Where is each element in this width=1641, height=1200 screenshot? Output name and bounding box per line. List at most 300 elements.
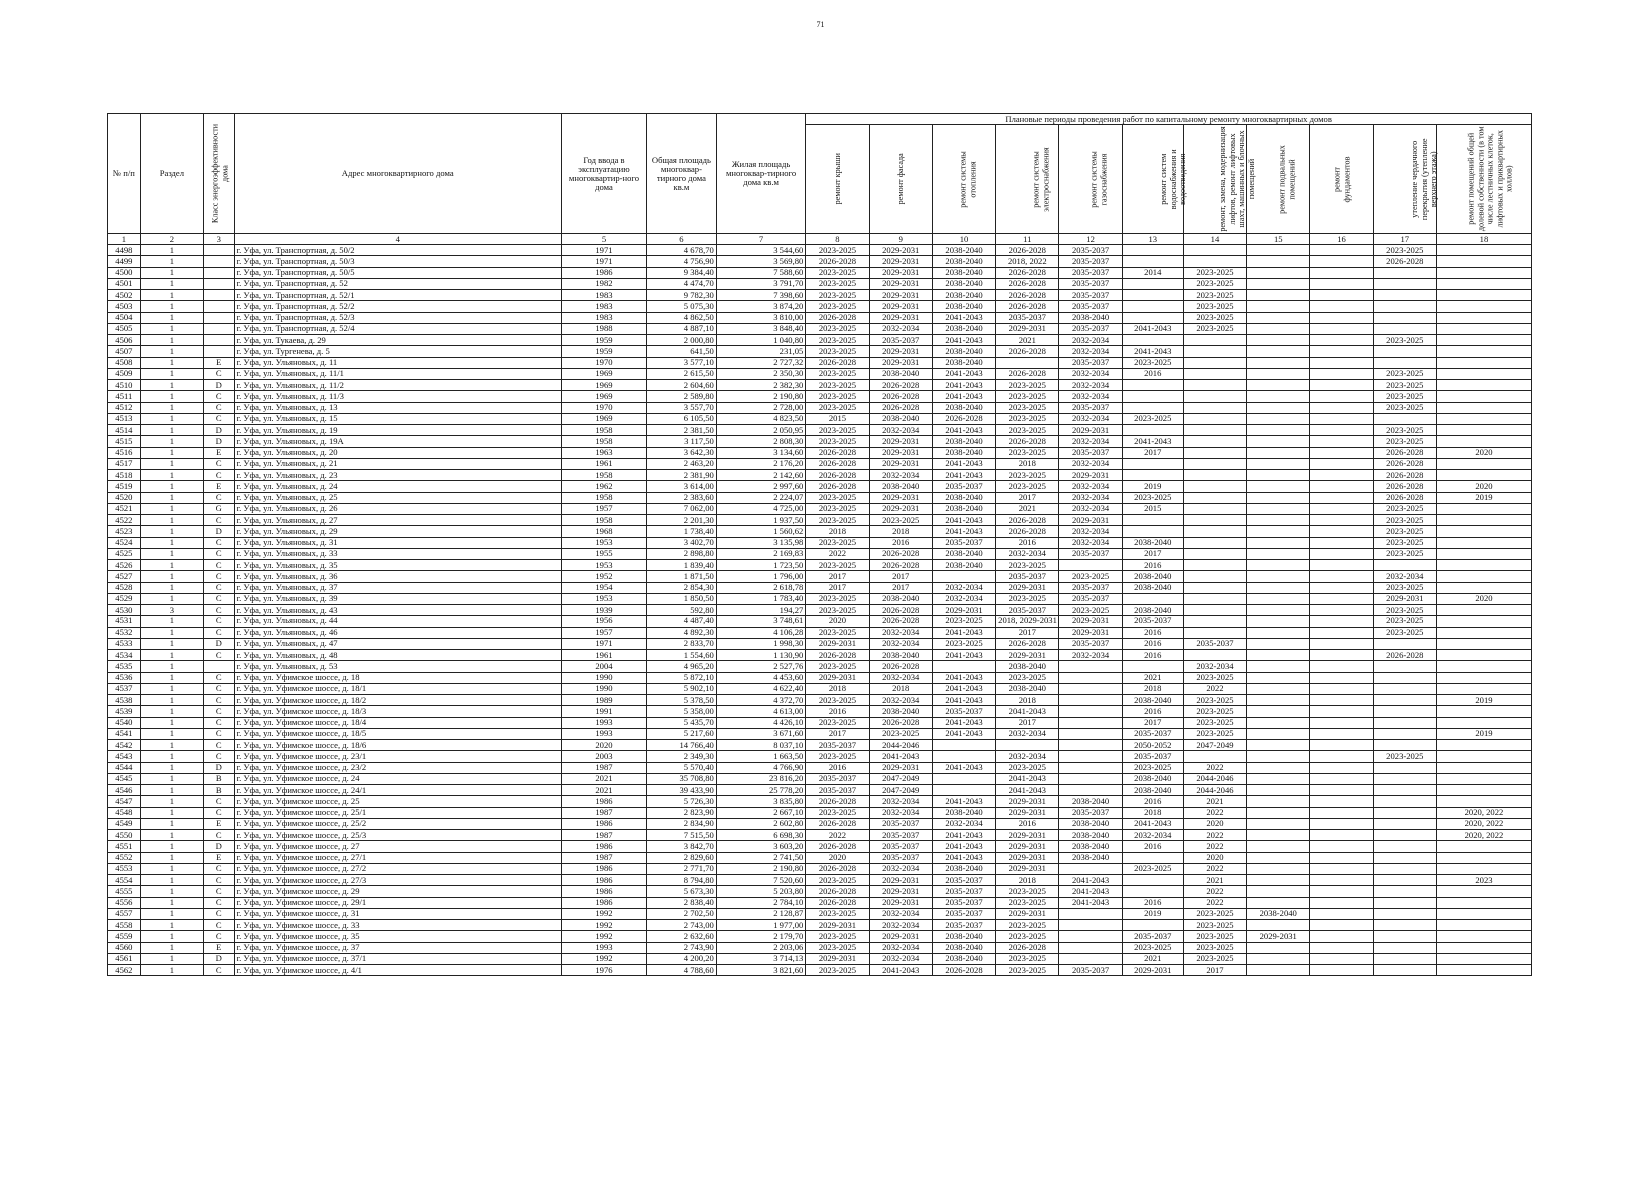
table-cell: 1987 (561, 830, 646, 841)
table-cell: 7 588,60 (716, 267, 805, 278)
table-cell: 2022 (1183, 897, 1246, 908)
table-cell (1247, 470, 1310, 481)
table-cell: 2023-2025 (996, 413, 1059, 424)
table-cell (1122, 526, 1183, 537)
table-cell (1373, 965, 1436, 976)
table-cell: 2038-2040 (1059, 818, 1122, 829)
table-cell: 2023-2025 (996, 920, 1059, 931)
header-work-periods: Плановые периоды проведения работ по капитальному ремонту многоквартирных домов (806, 114, 1532, 125)
table-cell: 35 708,80 (647, 773, 717, 784)
table-cell: 2 898,80 (647, 548, 717, 559)
table-cell (1247, 582, 1310, 593)
table-cell: 4556 (108, 897, 141, 908)
table-cell: 2041-2043 (932, 650, 995, 661)
table-cell: 2032-2034 (1059, 436, 1122, 447)
table-cell: 2026-2028 (1373, 458, 1436, 469)
table-cell: 2038-2040 (996, 661, 1059, 672)
table-cell: 4535 (108, 661, 141, 672)
table-cell: 2044-2046 (869, 740, 932, 751)
table-cell: 2038-2040 (932, 256, 995, 267)
table-cell: 1987 (561, 762, 646, 773)
table-cell: 2029-2031 (806, 920, 869, 931)
table-cell (1436, 425, 1531, 436)
table-cell (932, 740, 995, 751)
table-cell: 2041-2043 (932, 526, 995, 537)
table-cell (204, 346, 235, 357)
table-cell (1436, 751, 1531, 762)
table-cell: 2035-2037 (1059, 582, 1122, 593)
table-cell: 2041-2043 (1059, 897, 1122, 908)
table-cell: 3 874,20 (716, 301, 805, 312)
table-cell: 2019 (1122, 481, 1183, 492)
table-cell: 2023-2025 (806, 278, 869, 289)
table-cell: 2029-2031 (869, 762, 932, 773)
table-cell: 2016 (1122, 627, 1183, 638)
table-cell: 2023-2025 (1183, 953, 1246, 964)
table-cell: 4542 (108, 740, 141, 751)
table-cell: 4523 (108, 526, 141, 537)
table-cell: 2038-2040 (932, 503, 995, 514)
table-cell: 2023-2025 (1373, 425, 1436, 436)
table-cell: 4 106,28 (716, 627, 805, 638)
table-cell: 2026-2028 (996, 346, 1059, 357)
header-section: Раздел (140, 114, 203, 234)
table-cell (1310, 335, 1373, 346)
table-cell (1183, 560, 1246, 571)
table-cell: C (204, 458, 235, 469)
table-cell: 2032-2034 (932, 818, 995, 829)
table-row (108, 380, 1532, 391)
table-cell: 1 (140, 627, 203, 638)
table-cell: 2038-2040 (932, 357, 995, 368)
table-cell (1373, 278, 1436, 289)
table-cell: 2035-2037 (869, 830, 932, 841)
table-cell: 1 (140, 863, 203, 874)
table-cell: г. Уфа, ул. Уфимское шоссе, д. 23/1 (234, 751, 561, 762)
table-cell (1122, 278, 1183, 289)
table-cell (1373, 695, 1436, 706)
table-cell: 2038-2040 (996, 683, 1059, 694)
table-cell (1247, 425, 1310, 436)
table-cell: 5 217,60 (647, 728, 717, 739)
table-cell: C (204, 650, 235, 661)
table-cell: 1 560,62 (716, 526, 805, 537)
table-row (108, 852, 1532, 863)
table-cell (1373, 931, 1436, 942)
table-row (108, 863, 1532, 874)
table-cell: 2035-2037 (932, 537, 995, 548)
table-cell: 2023-2025 (806, 942, 869, 953)
table-cell: 2023-2025 (1373, 245, 1436, 256)
table-cell (1059, 785, 1122, 796)
table-cell: г. Уфа, ул. Ульяновых, д. 44 (234, 616, 561, 627)
table-cell (204, 256, 235, 267)
table-cell: 2032-2034 (932, 593, 995, 604)
table-cell: 2029-2031 (1059, 425, 1122, 436)
header-common-premises: ремонт помещений общей долевой собственности (в том числе лестничных клеток, лифтовых и приквартирных холлов) (1436, 125, 1531, 234)
table-cell: 2 190,80 (716, 391, 805, 402)
table-cell: 2026-2028 (806, 841, 869, 852)
table-row (108, 391, 1532, 402)
table-cell: 1982 (561, 278, 646, 289)
table-cell: 2022 (1183, 683, 1246, 694)
table-cell (1247, 526, 1310, 537)
table-cell: C (204, 728, 235, 739)
table-cell: 2041-2043 (932, 762, 995, 773)
table-cell: 2023-2025 (996, 886, 1059, 897)
header-elevators: ремонт, замена, модернизация лифтов, ремонт лифтовых шахт, машинных и блочных помещений (1183, 125, 1246, 234)
table-cell: 2023-2025 (806, 931, 869, 942)
table-cell: 9 384,40 (647, 267, 717, 278)
table-cell: 2016 (1122, 841, 1183, 852)
table-cell: 2029-2031 (869, 492, 932, 503)
table-cell: 5 726,30 (647, 796, 717, 807)
table-cell (1310, 661, 1373, 672)
table-cell: г. Уфа, ул. Уфимское шоссе, д. 18/2 (234, 695, 561, 706)
table-cell (1310, 357, 1373, 368)
table-cell (1373, 706, 1436, 717)
table-cell: 1 130,90 (716, 650, 805, 661)
table-cell (1310, 785, 1373, 796)
table-cell: 3 842,70 (647, 841, 717, 852)
table-cell: 1 (140, 593, 203, 604)
table-cell: 2035-2037 (932, 897, 995, 908)
table-cell: C (204, 605, 235, 616)
table-cell: C (204, 920, 235, 931)
table-cell: 1983 (561, 301, 646, 312)
table-cell: 2038-2040 (932, 436, 995, 447)
table-cell: 1 (140, 335, 203, 346)
table-cell: 1962 (561, 481, 646, 492)
column-number: 8 (806, 234, 869, 245)
table-cell (1310, 593, 1373, 604)
table-cell: г. Уфа, ул. Уфимское шоссе, д. 33 (234, 920, 561, 931)
table-cell: 2026-2028 (996, 278, 1059, 289)
table-cell: 1958 (561, 425, 646, 436)
table-cell: 2 602,80 (716, 818, 805, 829)
table-cell: 2020 (1183, 852, 1246, 863)
table-cell: 2 784,10 (716, 897, 805, 908)
table-cell (1373, 638, 1436, 649)
table-cell: 2032-2034 (869, 863, 932, 874)
table-cell: 2035-2037 (806, 740, 869, 751)
table-cell: 2029-2031 (996, 582, 1059, 593)
table-cell: 2032-2034 (1059, 391, 1122, 402)
table-cell: 2032-2034 (1059, 458, 1122, 469)
table-cell: C (204, 908, 235, 919)
table-cell (1183, 402, 1246, 413)
table-cell: 2041-2043 (996, 773, 1059, 784)
table-cell (1436, 357, 1531, 368)
table-cell: 2017 (806, 571, 869, 582)
table-cell: г. Уфа, ул. Уфимское шоссе, д. 4/1 (234, 965, 561, 976)
table-cell (1310, 852, 1373, 863)
table-cell: C (204, 548, 235, 559)
table-cell (1059, 661, 1122, 672)
table-cell: 2023-2025 (1122, 413, 1183, 424)
table-cell: 1993 (561, 942, 646, 953)
column-number: 9 (869, 234, 932, 245)
table-cell: г. Уфа, ул. Уфимское шоссе, д. 29 (234, 886, 561, 897)
table-cell: 2 350,30 (716, 368, 805, 379)
table-cell: 2026-2028 (806, 650, 869, 661)
table-cell: 1 (140, 751, 203, 762)
table-cell: 2023-2025 (806, 245, 869, 256)
table-cell: 2029-2031 (806, 672, 869, 683)
table-cell: 2041-2043 (932, 728, 995, 739)
table-cell: 2026-2028 (806, 357, 869, 368)
table-cell (1247, 256, 1310, 267)
table-cell: 2032-2034 (869, 695, 932, 706)
table-cell (1436, 762, 1531, 773)
table-cell: 2016 (1122, 368, 1183, 379)
table-cell: 2023-2025 (806, 290, 869, 301)
table-cell: 2019 (1436, 695, 1531, 706)
table-cell (1247, 616, 1310, 627)
table-cell: 2023-2025 (806, 605, 869, 616)
table-cell: г. Уфа, ул. Ульяновых, д. 46 (234, 627, 561, 638)
table-cell: 4 622,40 (716, 683, 805, 694)
table-cell: 2 383,60 (647, 492, 717, 503)
table-cell: 2047-2049 (869, 773, 932, 784)
table-cell (1436, 796, 1531, 807)
table-cell (1247, 886, 1310, 897)
table-cell: 2018, 2022 (996, 256, 1059, 267)
table-cell: 2 203,06 (716, 942, 805, 953)
table-cell: г. Уфа, ул. Уфимское шоссе, д. 27/1 (234, 852, 561, 863)
table-cell (1059, 908, 1122, 919)
table-cell: 2022 (1183, 762, 1246, 773)
table-cell: 2023-2025 (1373, 380, 1436, 391)
table-cell (1247, 492, 1310, 503)
table-cell (1373, 920, 1436, 931)
table-cell: 4504 (108, 312, 141, 323)
table-cell: 1 (140, 526, 203, 537)
table-cell (1436, 785, 1531, 796)
table-cell (1247, 661, 1310, 672)
table-cell: 2035-2037 (1059, 638, 1122, 649)
table-cell: 2003 (561, 751, 646, 762)
table-row (108, 638, 1532, 649)
table-cell (1310, 481, 1373, 492)
table-cell: 4550 (108, 830, 141, 841)
table-cell: 2041-2043 (869, 965, 932, 976)
table-cell: 2023-2025 (996, 425, 1059, 436)
table-cell: 2041-2043 (932, 717, 995, 728)
table-cell: 2041-2043 (996, 785, 1059, 796)
table-cell (1122, 380, 1183, 391)
table-row (108, 346, 1532, 357)
table-cell (1247, 751, 1310, 762)
table-cell: 2026-2028 (1373, 481, 1436, 492)
table-cell: 4515 (108, 436, 141, 447)
table-cell: 2026-2028 (996, 301, 1059, 312)
table-cell: г. Уфа, ул. Ульяновых, д. 35 (234, 560, 561, 571)
table-cell: 2035-2037 (1059, 447, 1122, 458)
table-cell: 2 169,83 (716, 548, 805, 559)
table-row (108, 425, 1532, 436)
table-cell: 2050-2052 (1122, 740, 1183, 751)
table-row (108, 593, 1532, 604)
table-cell: 2004 (561, 661, 646, 672)
table-cell (1059, 920, 1122, 931)
table-cell (1373, 413, 1436, 424)
table-cell (1183, 335, 1246, 346)
table-cell: 2041-2043 (1122, 323, 1183, 334)
table-cell: 2026-2028 (996, 526, 1059, 537)
table-cell: 3 557,70 (647, 402, 717, 413)
table-cell: D (204, 841, 235, 852)
table-cell: 2020, 2022 (1436, 830, 1531, 841)
table-cell (1373, 290, 1436, 301)
table-cell (1247, 852, 1310, 863)
table-cell: 1 (140, 503, 203, 514)
table-row (108, 402, 1532, 413)
table-cell: 4532 (108, 627, 141, 638)
table-cell: C (204, 515, 235, 526)
table-cell: 1986 (561, 796, 646, 807)
table-cell: 7 520,60 (716, 875, 805, 886)
table-cell: 2035-2037 (932, 875, 995, 886)
table-cell: 4 453,60 (716, 672, 805, 683)
table-cell: 2035-2037 (932, 706, 995, 717)
table-cell: г. Уфа, ул. Ульяновых, д. 11/3 (234, 391, 561, 402)
table-cell: 2016 (1122, 638, 1183, 649)
table-cell (1247, 481, 1310, 492)
table-cell: 4557 (108, 908, 141, 919)
table-cell: C (204, 695, 235, 706)
table-cell (1247, 965, 1310, 976)
table-cell (1436, 605, 1531, 616)
table-cell: C (204, 830, 235, 841)
table-cell: 2023-2025 (1059, 605, 1122, 616)
table-cell: 1963 (561, 447, 646, 458)
table-cell (1310, 931, 1373, 942)
table-cell (1247, 605, 1310, 616)
table-cell: 1954 (561, 582, 646, 593)
table-cell: г. Уфа, ул. Уфимское шоссе, д. 25 (234, 796, 561, 807)
table-cell: 3 821,60 (716, 965, 805, 976)
table-cell: 2032-2034 (869, 425, 932, 436)
table-row (108, 301, 1532, 312)
table-cell: 2035-2037 (1059, 267, 1122, 278)
table-cell: 2 179,70 (716, 931, 805, 942)
table-cell: 2023-2025 (806, 875, 869, 886)
table-cell: 3 569,80 (716, 256, 805, 267)
table-cell: 1988 (561, 323, 646, 334)
table-cell: 1 040,80 (716, 335, 805, 346)
table-cell: 2029-2031 (869, 931, 932, 942)
table-cell: 2 743,00 (647, 920, 717, 931)
table-cell: 2023-2025 (996, 953, 1059, 964)
table-row (108, 548, 1532, 559)
table-cell: 2017 (996, 492, 1059, 503)
table-cell: 2023-2025 (996, 672, 1059, 683)
table-cell (1247, 593, 1310, 604)
table-cell: 2020 (561, 740, 646, 751)
table-cell (1183, 346, 1246, 357)
table-cell: 2026-2028 (806, 863, 869, 874)
table-cell (1310, 830, 1373, 841)
table-row (108, 818, 1532, 829)
table-body (108, 245, 1532, 976)
table-cell: г. Уфа, ул. Ульяновых, д. 36 (234, 571, 561, 582)
table-cell: 1961 (561, 650, 646, 661)
table-cell: 2032-2034 (1059, 368, 1122, 379)
table-cell: 2 589,80 (647, 391, 717, 402)
table-cell: 1 (140, 560, 203, 571)
table-cell: 2035-2037 (1059, 301, 1122, 312)
table-cell: 1953 (561, 537, 646, 548)
table-cell: 5 673,30 (647, 886, 717, 897)
table-cell: 8 037,10 (716, 740, 805, 751)
table-row (108, 526, 1532, 537)
table-cell: 2038-2040 (932, 953, 995, 964)
table-cell: 4506 (108, 335, 141, 346)
table-cell: 1 (140, 323, 203, 334)
table-cell: 4521 (108, 503, 141, 514)
table-cell: 2 201,30 (647, 515, 717, 526)
table-cell (1310, 571, 1373, 582)
table-cell: г. Уфа, ул. Ульяновых, д. 13 (234, 402, 561, 413)
header-address: Адрес многоквартирного дома (234, 114, 561, 234)
table-cell: 1992 (561, 920, 646, 931)
table-cell: 2023-2025 (806, 492, 869, 503)
table-cell: 3 544,60 (716, 245, 805, 256)
table-row (108, 492, 1532, 503)
table-cell: 2022 (806, 548, 869, 559)
table-cell (1373, 807, 1436, 818)
table-cell (1436, 661, 1531, 672)
column-number: 15 (1247, 234, 1310, 245)
table-row (108, 458, 1532, 469)
table-cell (1183, 515, 1246, 526)
table-cell (1373, 357, 1436, 368)
table-cell: 2023-2025 (1373, 402, 1436, 413)
table-cell (1373, 886, 1436, 897)
table-cell: 641,50 (647, 346, 717, 357)
table-cell: 2 823,90 (647, 807, 717, 818)
table-row (108, 751, 1532, 762)
table-cell: 2 618,78 (716, 582, 805, 593)
table-cell: 2026-2028 (806, 886, 869, 897)
table-cell: 2023-2025 (806, 368, 869, 379)
table-row (108, 470, 1532, 481)
table-cell: 2041-2043 (932, 683, 995, 694)
table-cell (1122, 301, 1183, 312)
table-cell: C (204, 863, 235, 874)
table-cell (1122, 661, 1183, 672)
table-cell: 2026-2028 (996, 245, 1059, 256)
table-cell: 2032-2034 (869, 942, 932, 953)
table-cell: 2041-2043 (932, 470, 995, 481)
table-cell: 4510 (108, 380, 141, 391)
table-cell: 4525 (108, 548, 141, 559)
table-cell (1310, 413, 1373, 424)
table-cell: 2035-2037 (1059, 245, 1122, 256)
table-cell: 2035-2037 (869, 852, 932, 863)
table-cell (1183, 368, 1246, 379)
table-cell: 2023-2025 (996, 402, 1059, 413)
table-cell: 2023-2025 (1183, 267, 1246, 278)
table-cell: 3 810,00 (716, 312, 805, 323)
table-cell (1310, 740, 1373, 751)
table-cell: 2041-2043 (932, 458, 995, 469)
table-cell: 2029-2031 (869, 301, 932, 312)
table-cell (1183, 380, 1246, 391)
table-cell: 2026-2028 (806, 312, 869, 323)
table-cell: 2023-2025 (1183, 728, 1246, 739)
